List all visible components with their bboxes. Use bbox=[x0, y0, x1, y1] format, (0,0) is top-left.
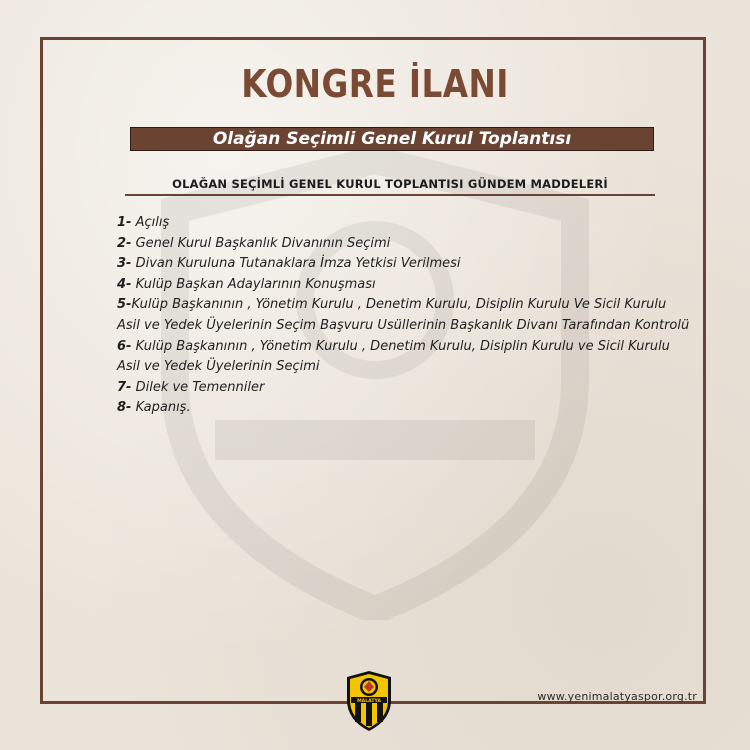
agenda-item-text: Kulüp Başkan Adaylarının Konuşması bbox=[131, 276, 376, 292]
heading-divider bbox=[125, 194, 655, 196]
agenda-item-number: 6- bbox=[117, 338, 132, 354]
agenda-item-text: Kulüp Başkanının , Yönetim Kurulu , Denetim Kurulu, Disiplin Kurulu ve Sicil Kurulu Asil ve Yedek Üyelerinin Seçimi bbox=[117, 338, 670, 375]
agenda-item bbox=[117, 275, 692, 296]
agenda-item-number: 5- bbox=[117, 297, 132, 313]
agenda-item-number: 2- bbox=[117, 235, 132, 251]
agenda-item-number: 1- bbox=[117, 215, 132, 230]
agenda-item bbox=[117, 337, 692, 378]
meeting-type-banner: Olağan Seçimli Genel Kurul Toplantısı bbox=[130, 127, 654, 151]
agenda-item bbox=[117, 213, 692, 234]
agenda-item-text: Dilek ve Temenniler bbox=[131, 379, 265, 395]
agenda-heading: OLAĞAN SEÇİMLİ GENEL KURUL TOPLANTISI GÜNDEM MADDELERİ bbox=[172, 177, 608, 191]
agenda-item-number: 3- bbox=[117, 256, 132, 272]
agenda-item bbox=[117, 398, 692, 419]
agenda-item-text: Kulüp Başkanının , Yönetim Kurulu , Denetim Kurulu, Disiplin Kurulu Ve Sicil Kurulu Asil ve Yedek Üyelerinin Seçim Başvuru Usüllerinin Başkanlık Divanı Tarafından Kontrolü bbox=[117, 297, 690, 333]
agenda-item bbox=[117, 378, 692, 399]
agenda-item-text: Genel Kurul Başkanlık Divanının Seçimi bbox=[131, 235, 391, 251]
website-url: www.yenimalatyaspor.org.tr bbox=[537, 690, 697, 703]
agenda-item-text: Divan Kuruluna Tutanaklara İmza Yetkisi Verilmesi bbox=[131, 256, 461, 272]
agenda-list bbox=[117, 213, 692, 419]
agenda-item-number: 7- bbox=[117, 379, 132, 395]
agenda-item bbox=[117, 234, 692, 255]
page-title: KONGRE İLANI bbox=[241, 62, 509, 106]
agenda-item-number: 4- bbox=[117, 276, 132, 292]
agenda-item-text: Açılış bbox=[131, 215, 170, 230]
agenda-item bbox=[117, 254, 692, 275]
agenda-item-text: Kapanış. bbox=[131, 400, 191, 416]
agenda-item-number: 8- bbox=[117, 400, 132, 416]
club-crest-icon bbox=[346, 670, 392, 732]
crest-label: MALATYA bbox=[357, 698, 381, 704]
agenda-item bbox=[117, 295, 692, 336]
